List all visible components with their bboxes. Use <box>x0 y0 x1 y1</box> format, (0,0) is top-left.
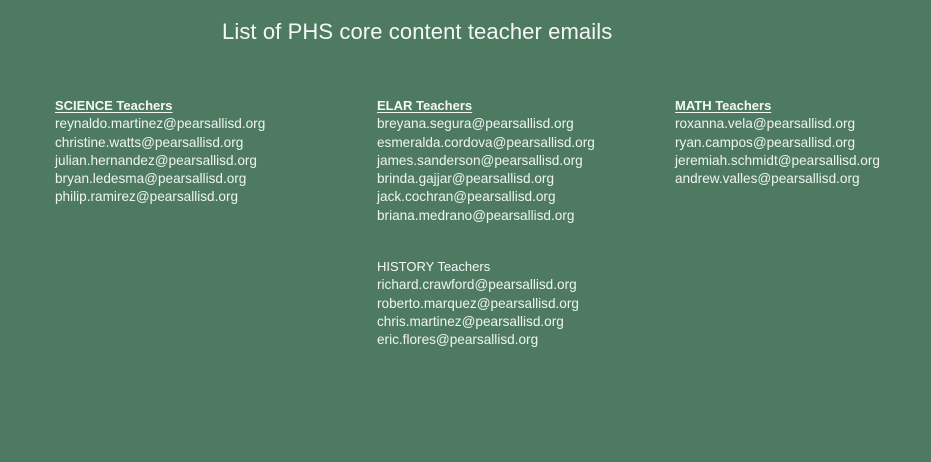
elar-heading: ELAR Teachers <box>377 98 473 113</box>
email-item: roxanna.vela@pearsallisd.org <box>675 116 856 132</box>
email-item: andrew.valles@pearsallisd.org <box>675 171 860 187</box>
email-item: breyana.segura@pearsallisd.org <box>377 116 574 132</box>
email-item: jeremiah.schmidt@pearsallisd.org <box>675 152 880 168</box>
history-heading: HISTORY Teachers <box>377 259 491 274</box>
science-section <box>55 97 265 207</box>
email-item: esmeralda.cordova@pearsallisd.org <box>377 134 595 150</box>
email-item: philip.ramirez@pearsallisd.org <box>55 189 239 205</box>
math-heading: MATH Teachers <box>675 98 772 113</box>
science-heading: SCIENCE Teachers <box>55 98 173 113</box>
email-item: eric.flores@pearsallisd.org <box>377 332 539 348</box>
email-item: richard.crawford@pearsallisd.org <box>377 277 577 293</box>
email-item: james.sanderson@pearsallisd.org <box>377 152 583 168</box>
elar-section <box>377 97 595 225</box>
email-item: briana.medrano@pearsallisd.org <box>377 207 575 223</box>
email-item: brinda.gajjar@pearsallisd.org <box>377 171 555 187</box>
math-email-list <box>675 115 880 188</box>
history-section <box>377 258 579 349</box>
email-item: chris.martinez@pearsallisd.org <box>377 313 564 329</box>
science-email-list <box>55 115 265 206</box>
math-section <box>675 97 880 188</box>
email-item: christine.watts@pearsallisd.org <box>55 134 244 150</box>
email-item: reynaldo.martinez@pearsallisd.org <box>55 116 266 132</box>
page-title: List of PHS core content teacher emails <box>222 19 613 44</box>
email-item: roberto.marquez@pearsallisd.org <box>377 295 579 311</box>
elar-email-list <box>377 115 595 225</box>
email-item: ryan.campos@pearsallisd.org <box>675 134 856 150</box>
email-item: julian.hernandez@pearsallisd.org <box>55 152 257 168</box>
history-email-list <box>377 276 579 349</box>
email-item: jack.cochran@pearsallisd.org <box>377 189 556 205</box>
email-item: bryan.ledesma@pearsallisd.org <box>55 171 247 187</box>
